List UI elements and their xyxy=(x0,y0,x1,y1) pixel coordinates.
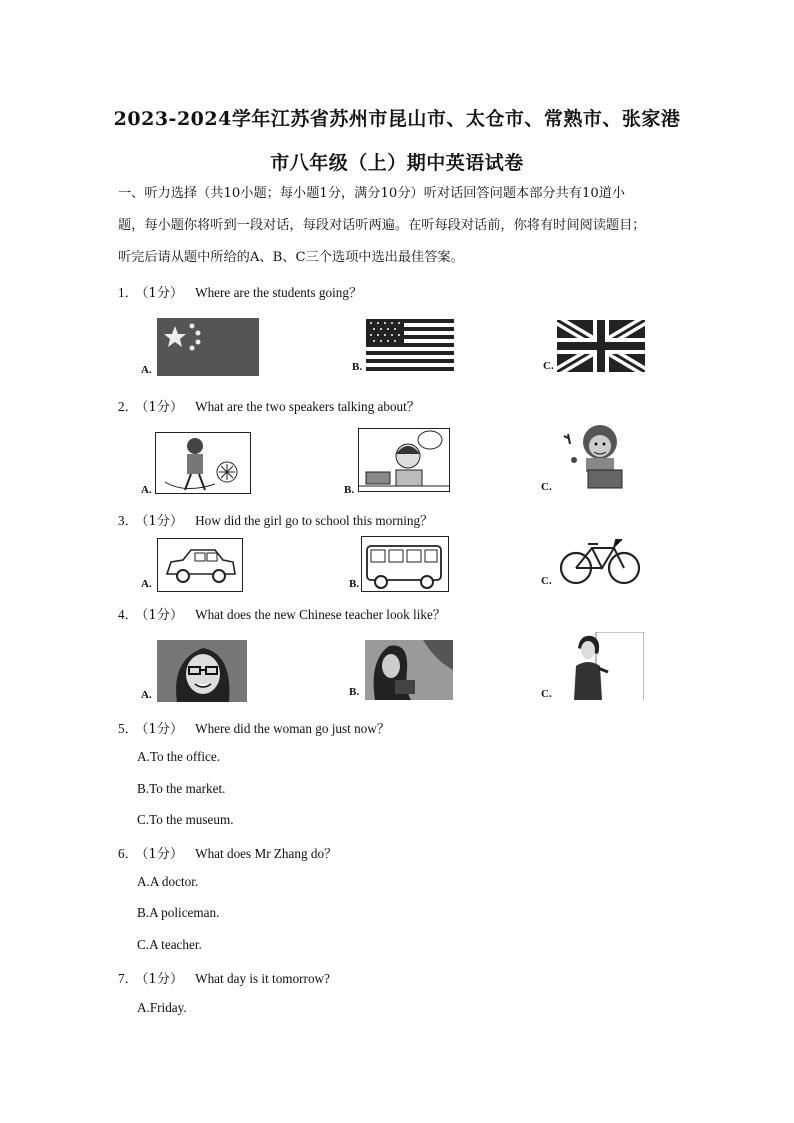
page-title-line-2: 市八年级（上）期中英语试卷 xyxy=(270,152,524,174)
question-3 xyxy=(118,510,433,529)
question-number: 1． xyxy=(118,285,138,300)
question-6 xyxy=(118,843,337,862)
uk-flag-icon[interactable] xyxy=(557,320,645,372)
question-2 xyxy=(118,396,420,415)
option-label-a[interactable]: A. xyxy=(141,689,152,701)
woman-glasses-icon[interactable] xyxy=(157,640,247,702)
question-text: What day is it tomorrow? xyxy=(195,971,330,986)
question-score: （1分） xyxy=(141,847,184,862)
option-label-b[interactable]: B. xyxy=(344,484,355,496)
usa-flag-icon[interactable] xyxy=(366,319,454,373)
question-number: 2． xyxy=(118,399,138,414)
woman-short-hair-icon[interactable] xyxy=(556,632,644,700)
china-flag-icon[interactable] xyxy=(157,318,259,376)
option-label-c[interactable]: C. xyxy=(541,481,552,493)
question-7 xyxy=(118,968,330,987)
section-instructions xyxy=(118,178,678,274)
option-a[interactable]: A.Friday. xyxy=(137,1000,187,1015)
cooking-boy-icon[interactable] xyxy=(155,432,251,494)
woman-long-hair-icon[interactable] xyxy=(365,640,453,700)
option-label-a[interactable]: A. xyxy=(141,484,152,496)
question-number: 4． xyxy=(118,607,138,622)
question-1 xyxy=(118,282,362,301)
instruction-line: 题，每小题你将听到一段对话，每段对话听两遍。在听每段对话前，你将有时间阅读题目； xyxy=(118,218,646,233)
option-label-c[interactable]: C. xyxy=(541,575,552,587)
question-text: What are the two speakers talking about？ xyxy=(195,399,420,414)
car-icon[interactable] xyxy=(157,538,243,592)
question-text: Where are the students going？ xyxy=(195,285,363,300)
option-label-b[interactable]: B. xyxy=(352,361,363,373)
question-number: 3． xyxy=(118,513,138,528)
question-text: How did the girl go to school this morning？ xyxy=(195,513,434,528)
question-score: （1分） xyxy=(141,514,184,529)
question-score: （1分） xyxy=(141,722,184,737)
question-5 xyxy=(118,718,390,737)
question-score: （1分） xyxy=(141,608,184,623)
option-label-c[interactable]: C. xyxy=(543,360,554,372)
reading-girl-icon[interactable] xyxy=(358,428,450,492)
question-score: （1分） xyxy=(141,286,184,301)
option-b[interactable]: B.To the market. xyxy=(137,781,226,796)
question-number: 7． xyxy=(118,971,138,986)
question-4 xyxy=(118,604,446,623)
option-b[interactable]: B.A policeman. xyxy=(137,905,220,920)
question-text: Where did the woman go just now？ xyxy=(195,721,390,736)
option-c[interactable]: C.A teacher. xyxy=(137,937,202,952)
option-label-b[interactable]: B. xyxy=(349,578,360,590)
page-title-line-1: 2023-2024学年江苏省苏州市昆山市、太仓市、常熟市、张家港 xyxy=(113,108,681,130)
option-label-a[interactable]: A. xyxy=(141,364,152,376)
bicycle-icon[interactable] xyxy=(556,534,646,588)
question-number: 5． xyxy=(118,721,138,736)
boy-with-drum-icon[interactable] xyxy=(556,420,632,492)
question-score: （1分） xyxy=(141,400,184,415)
option-label-a[interactable]: A. xyxy=(141,578,152,590)
instruction-line: 一、听力选择（共10小题；每小题1分，满分10分）听对话回答问题本部分共有10道小 xyxy=(118,186,626,201)
option-c[interactable]: C.To the museum. xyxy=(137,812,234,827)
bus-icon[interactable] xyxy=(361,536,449,592)
option-label-b[interactable]: B. xyxy=(349,686,360,698)
option-a[interactable]: A.A doctor. xyxy=(137,874,199,889)
instruction-line: 听完后请从题中所给的A、B、C三个选项中选出最佳答案。 xyxy=(118,250,464,265)
option-a[interactable]: A.To the office. xyxy=(137,749,221,764)
question-text: What does the new Chinese teacher look like？ xyxy=(195,607,446,622)
question-score: （1分） xyxy=(141,972,184,987)
option-label-c[interactable]: C. xyxy=(541,688,552,700)
question-number: 6． xyxy=(118,846,138,861)
question-text: What does Mr Zhang do？ xyxy=(195,846,338,861)
